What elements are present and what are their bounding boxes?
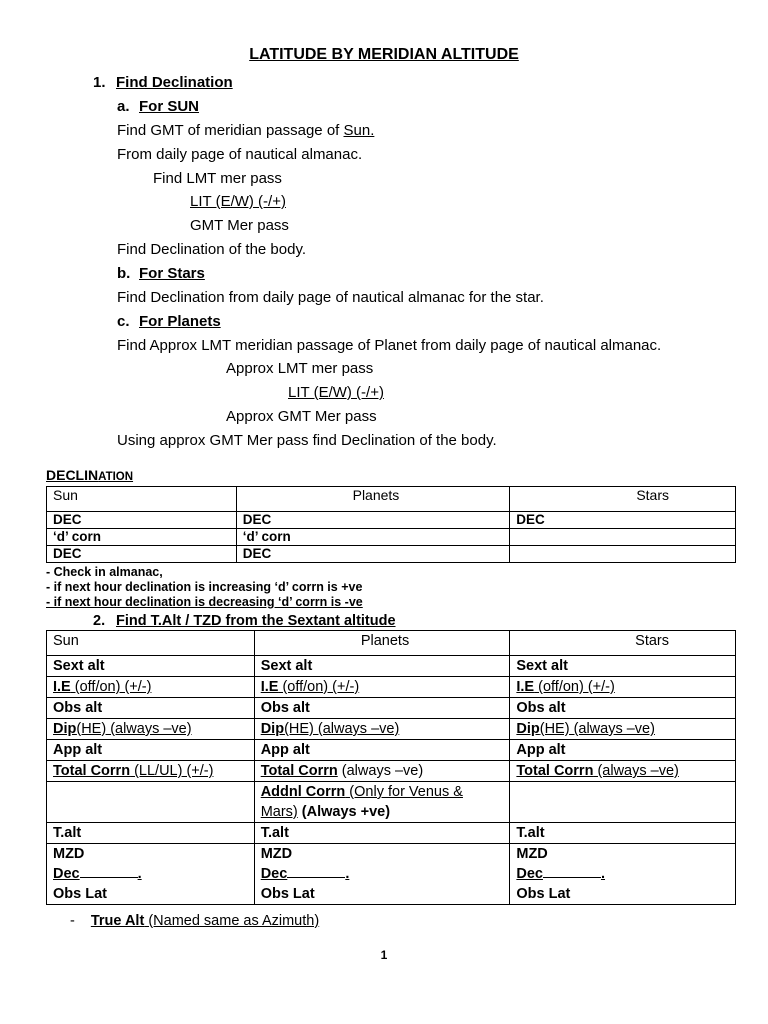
app-alt-planets: App alt [254, 740, 510, 761]
planets-line5: Using approx GMT Mer pass find Declination of the body. [117, 432, 497, 449]
planets-line3: LIT (E/W) (-/+) [288, 384, 384, 401]
addnl-corrn-label: Addnl Corrn [260, 784, 346, 800]
declination-table [46, 486, 736, 563]
total-corrn-stars [510, 761, 736, 782]
page-title: LATITUDE BY MERIDIAN ALTITUDE [249, 46, 519, 63]
table-row [47, 844, 736, 905]
decl-header-stars: Stars [510, 487, 736, 512]
dec-line [53, 864, 254, 884]
ie-label: I.E [260, 679, 279, 695]
sext-alt-sun: Sext alt [47, 656, 255, 677]
mzd-label: MZD [516, 846, 548, 862]
dip-rest: (HE) (always –ve) [284, 721, 400, 737]
planets-heading: For Planets [139, 313, 221, 330]
dec-dot: . [345, 866, 350, 882]
declination-heading [46, 467, 133, 483]
t-alt-planets: T.alt [254, 823, 510, 844]
true-alt-dash: - [70, 913, 75, 929]
planets-line4: Approx GMT Mer pass [226, 408, 377, 425]
decl-cell: DEC [236, 512, 510, 529]
app-alt-stars: App alt [510, 740, 736, 761]
dip-rest: (HE) (always –ve) [539, 721, 655, 737]
decl-cell: ‘d’ corn [236, 529, 510, 546]
decl-cell: DEC [47, 512, 237, 529]
planets-line1: Find Approx LMT meridian passage of Planet from daily page of nautical almanac. [117, 337, 662, 354]
mzd-label: MZD [53, 846, 85, 862]
step2-number: 2. [93, 613, 106, 629]
t-alt-stars: T.alt [510, 823, 736, 844]
addnl-corrn-sun [47, 782, 255, 823]
sext-alt-planets: Sext alt [254, 656, 510, 677]
addnl-corrn-planets [254, 782, 510, 823]
total-corrn-sun [47, 761, 255, 782]
total-corrn-rest: (LL/UL) (+/-) [130, 763, 214, 779]
stars-label: b. [117, 265, 131, 282]
obs-alt-stars: Obs alt [510, 698, 736, 719]
table-row [47, 656, 736, 677]
ie-sun [47, 677, 255, 698]
altitude-table [46, 630, 736, 905]
table-row [47, 761, 736, 782]
ie-stars [510, 677, 736, 698]
obs-alt-sun: Obs alt [47, 698, 255, 719]
planets-label: c. [117, 313, 130, 330]
total-corrn-rest: (always –ve) [337, 763, 424, 779]
ie-planets [254, 677, 510, 698]
dip-rest: (HE) (always –ve) [76, 721, 192, 737]
dip-label: Dip [53, 721, 77, 737]
table-row [47, 546, 736, 563]
decl-cell: ‘d’ corn [47, 529, 237, 546]
stars-heading: For Stars [139, 265, 205, 282]
dec-line [261, 864, 510, 884]
true-alt-rest: (Named same as Azimuth) [144, 913, 320, 929]
decl-header-planets: Planets [236, 487, 510, 512]
mzd-dec-lat-stars [510, 844, 736, 905]
ie-label: I.E [516, 679, 535, 695]
obs-lat-label: Obs Lat [260, 886, 315, 902]
true-alt-label: True Alt [90, 913, 145, 929]
total-corrn-label: Total Corrn [53, 763, 131, 779]
dec-dot: . [137, 866, 142, 882]
addnl-corrn-always: (Always +ve) [297, 804, 391, 820]
sun-line5: GMT Mer pass [190, 217, 289, 234]
declination-header-row [47, 487, 736, 512]
table-row [47, 719, 736, 740]
stars-line1: Find Declination from daily page of nautical almanac for the star. [117, 289, 544, 306]
total-corrn-label: Total Corrn [516, 763, 594, 779]
alt-header-sun: Sun [47, 631, 255, 656]
dec-dot: . [600, 866, 606, 882]
table-row [47, 698, 736, 719]
table-row [47, 512, 736, 529]
step2-heading: Find T.Alt / TZD from the Sextant altitude [116, 613, 396, 629]
declination-heading-big: DECLIN [46, 467, 99, 483]
dec-blank [287, 864, 345, 878]
declination-note-1: - Check in almanac, [46, 565, 163, 579]
declination-note-2: - if next hour declination is increasing ‘d’ corrn is +ve [46, 580, 363, 594]
mzd-dec-lat-sun [47, 844, 255, 905]
dec-label: Dec [53, 866, 80, 882]
dip-label: Dip [260, 721, 285, 737]
decl-cell: DEC [510, 512, 736, 529]
addnl-corrn-line2 [261, 802, 510, 822]
total-corrn-rest: (always –ve) [593, 763, 679, 779]
decl-cell [510, 529, 736, 546]
table-row [47, 782, 736, 823]
decl-cell: DEC [236, 546, 510, 563]
dec-blank [80, 864, 138, 878]
decl-cell [510, 546, 736, 563]
dec-label: Dec [260, 866, 288, 882]
total-corrn-label: Total Corrn [260, 763, 338, 779]
step1-heading: Find Declination [116, 74, 233, 91]
ie-rest: (off/on) (+/-) [278, 679, 360, 695]
dip-planets [254, 719, 510, 740]
alt-header-stars: Stars [510, 631, 736, 656]
ie-rest: (off/on) (+/-) [534, 679, 615, 695]
sun-line1-underlined: Sun. [343, 122, 375, 139]
dec-blank [543, 864, 601, 878]
decl-cell: DEC [47, 546, 237, 563]
obs-alt-planets: Obs alt [254, 698, 510, 719]
addnl-corrn-stars [510, 782, 736, 823]
table-row [47, 529, 736, 546]
dip-label: Dip [516, 721, 540, 737]
planets-line2: Approx LMT mer pass [226, 360, 374, 377]
table-row [47, 740, 736, 761]
page-number: 1 [380, 948, 388, 962]
table-row [47, 823, 736, 844]
alt-header-planets: Planets [254, 631, 510, 656]
dip-stars [510, 719, 736, 740]
obs-lat-label: Obs Lat [516, 886, 571, 902]
total-corrn-planets [254, 761, 510, 782]
obs-lat-label: Obs Lat [53, 886, 107, 902]
ie-label: I.E [53, 679, 71, 695]
addnl-corrn-rest: (Only for Venus & [345, 784, 463, 800]
sun-line3: Find LMT mer pass [153, 170, 282, 187]
sun-line1-text: Find GMT of meridian passage of [117, 122, 344, 139]
true-alt-note [70, 911, 319, 931]
sun-label: a. [117, 98, 130, 115]
t-alt-sun: T.alt [47, 823, 255, 844]
sun-line1 [117, 121, 374, 141]
mzd-dec-lat-planets [254, 844, 510, 905]
step1-number: 1. [93, 74, 106, 91]
ie-rest: (off/on) (+/-) [70, 679, 152, 695]
addnl-corrn-line1 [261, 782, 510, 802]
sun-heading: For SUN [139, 98, 199, 115]
decl-header-sun: Sun [47, 487, 237, 512]
app-alt-sun: App alt [47, 740, 255, 761]
dip-sun [47, 719, 255, 740]
table-row [47, 677, 736, 698]
sext-alt-stars: Sext alt [510, 656, 736, 677]
sun-line4: LIT (E/W) (-/+) [190, 193, 286, 210]
dec-label: Dec [516, 866, 543, 882]
declination-heading-small: ATION [98, 471, 134, 483]
dec-line [516, 864, 735, 884]
mzd-label: MZD [260, 846, 293, 862]
addnl-corrn-mars: Mars) [260, 804, 298, 820]
altitude-header-row [47, 631, 736, 656]
sun-line6: Find Declination of the body. [117, 241, 307, 258]
declination-note-3: - if next hour declination is decreasing ‘d’ corrn is -ve [46, 595, 363, 609]
sun-line2: From daily page of nautical almanac. [117, 146, 363, 163]
